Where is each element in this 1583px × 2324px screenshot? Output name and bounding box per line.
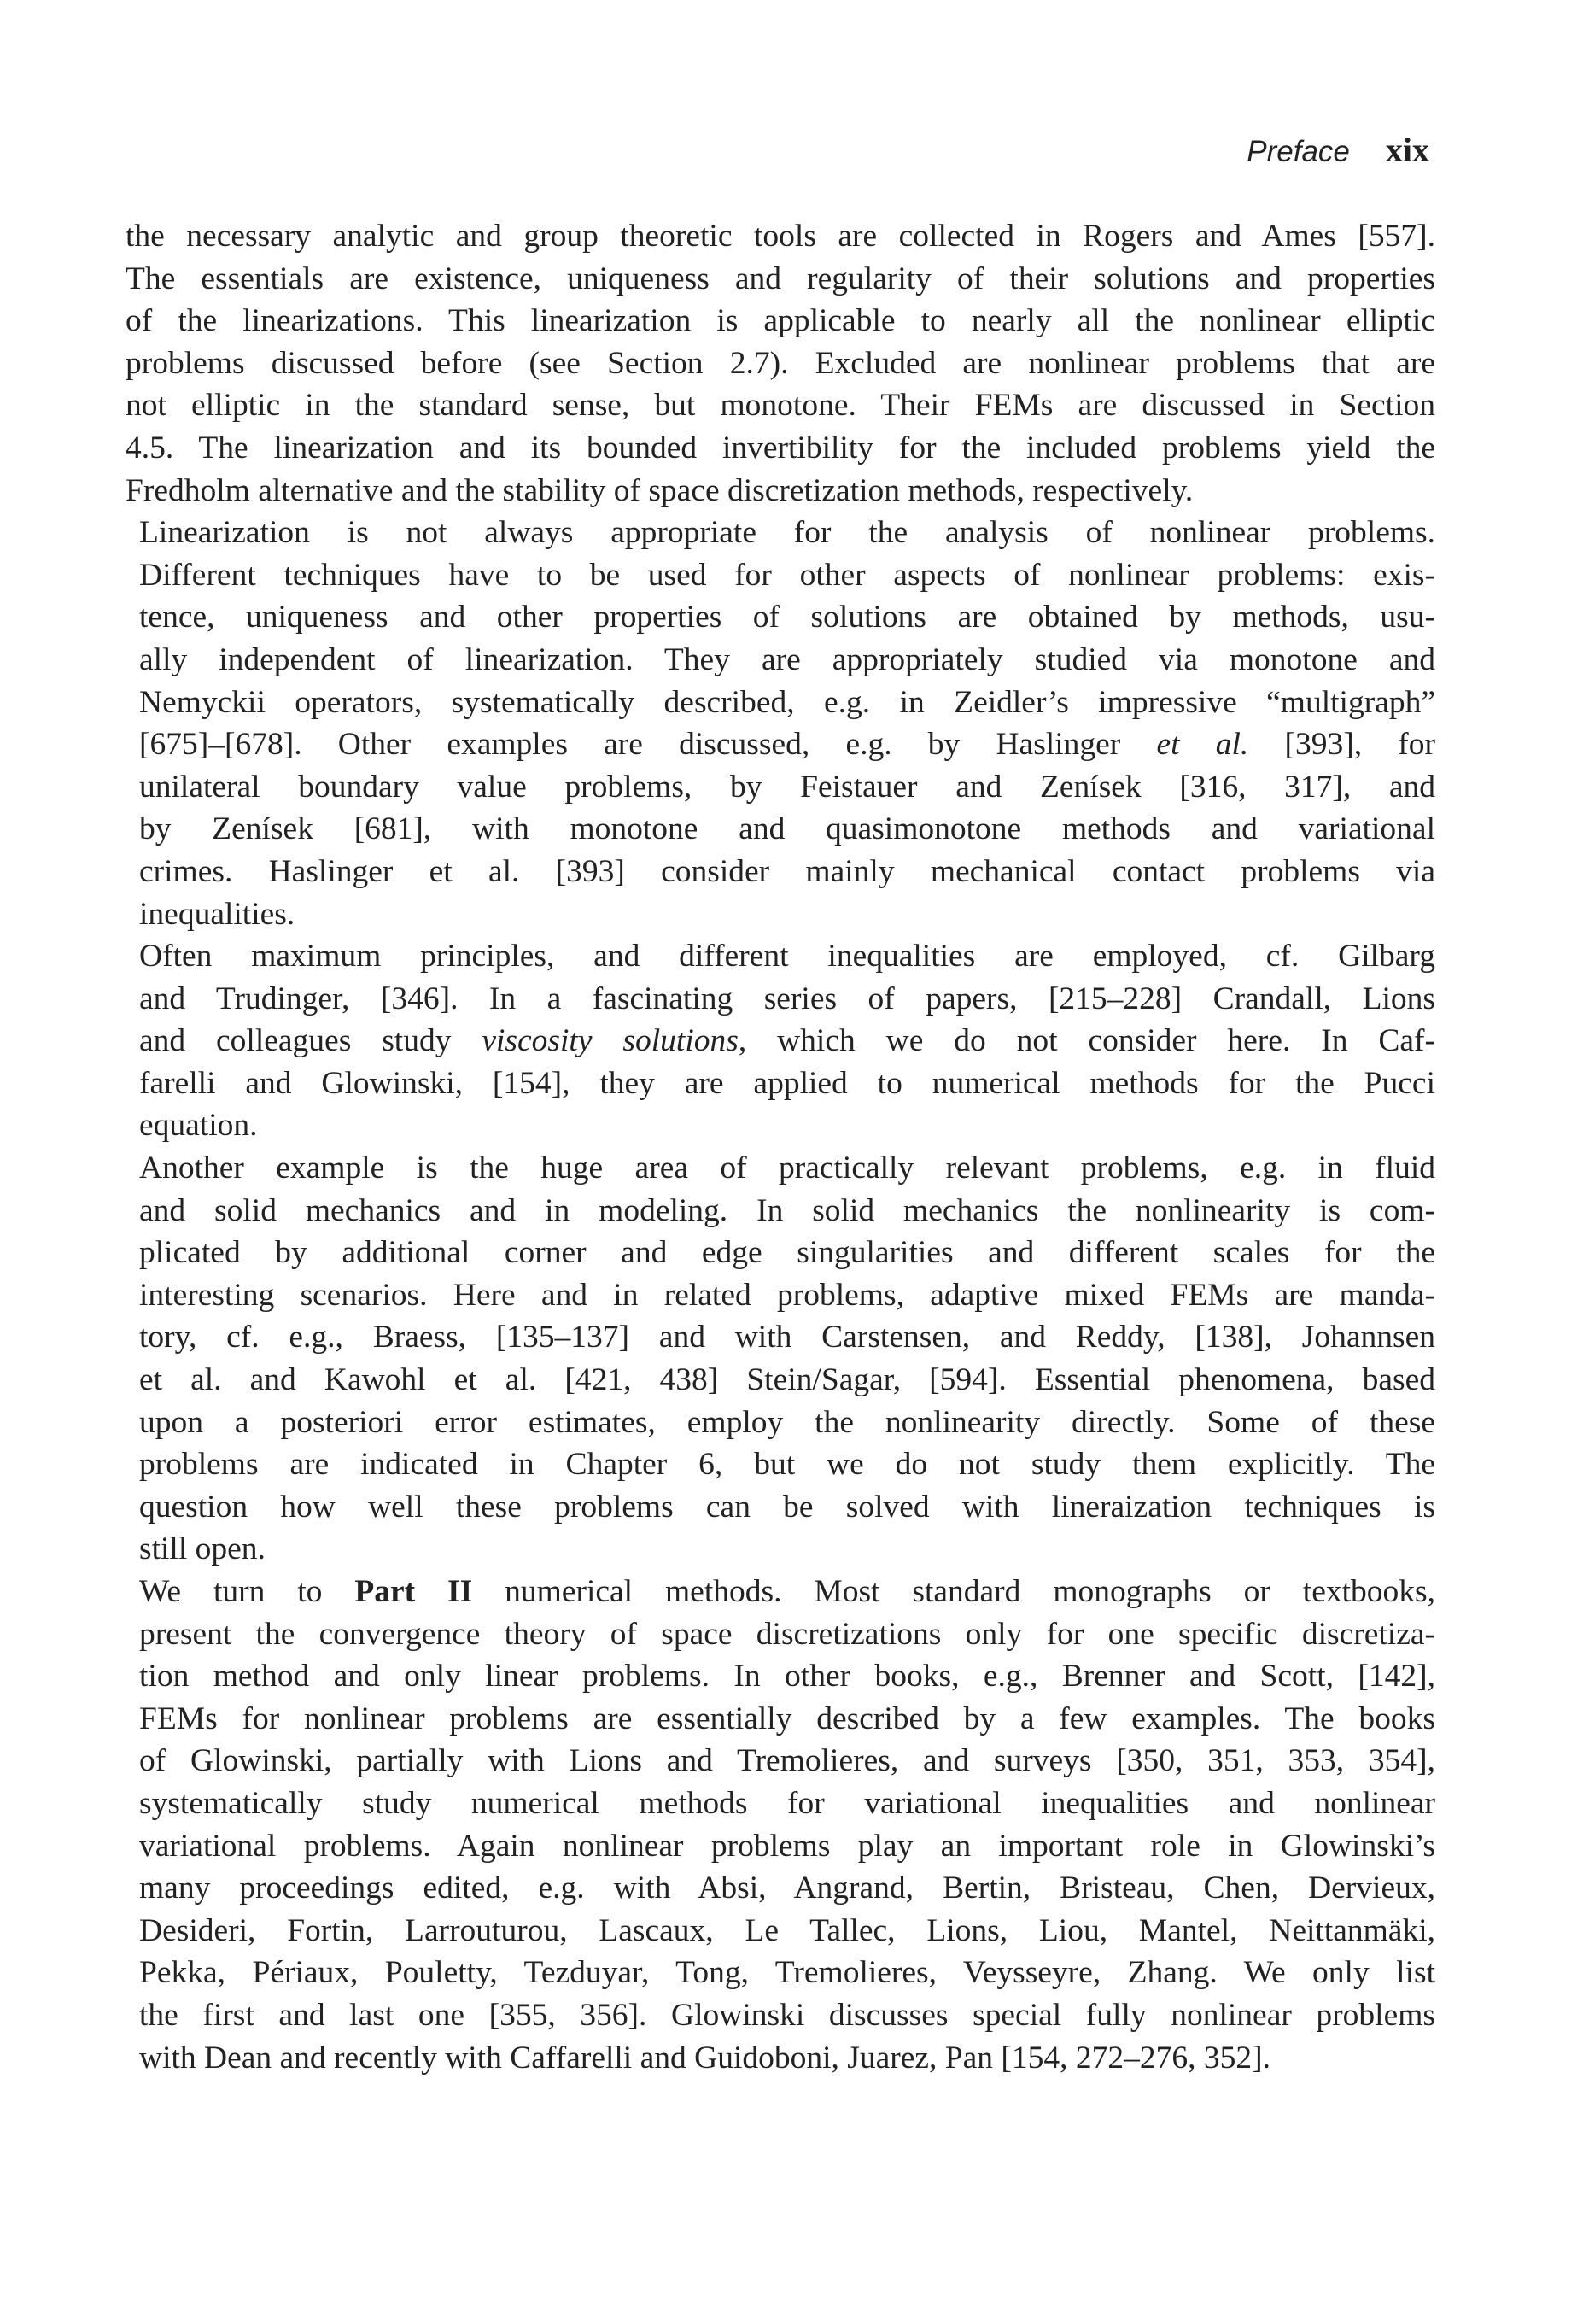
text-line: by Zenísek [681], with monotone and quasimonotone methods and variational	[139, 811, 1435, 847]
italic-span: et al.	[1156, 727, 1249, 763]
text-line: systematically study numerical methods for variational inequalities and nonlinear	[139, 1785, 1435, 1821]
text-line: the necessary analytic and group theoretic tools are collected in Rogers and Ames [557].	[126, 219, 1435, 254]
text-line: the first and last one [355, 356]. Glowinski discusses special fully nonlinear problems	[139, 1997, 1435, 2033]
paragraph	[126, 1571, 1435, 2079]
text-line: inequalities.	[139, 896, 295, 932]
text-line: of Glowinski, partially with Lions and Tremolieres, and surveys [350, 351, 353, 354],	[139, 1743, 1435, 1779]
text-line: with Dean and recently with Caffarelli and Guidoboni, Juarez, Pan [154, 272–276, 352].	[139, 2040, 1271, 2075]
running-head-section: Preface	[1247, 135, 1350, 168]
text-line: and Trudinger, [346]. In a fascinating series of papers, [215–228] Crandall, Lions	[139, 981, 1435, 1016]
running-head	[1247, 130, 1429, 170]
text-line: Nemyckii operators, systematically described, e.g. in Zeidler’s impressive “multigraph”	[139, 684, 1435, 720]
text-line: still open.	[139, 1531, 266, 1567]
text-line: and solid mechanics and in modeling. In solid mechanics the nonlinearity is com-	[139, 1192, 1435, 1228]
bold-span: Part II	[354, 1574, 473, 1609]
text-line: Often maximum principles, and different inequalities are employed, cf. Gilbarg	[139, 939, 1435, 975]
text-line: question how well these problems can be solved with lineraization techniques is	[139, 1489, 1435, 1525]
text-line: interesting scenarios. Here and in related problems, adaptive mixed FEMs are manda-	[139, 1277, 1435, 1313]
text-line: [675]–[678]. Other examples are discussed, e.g. by Haslinger et al. [393], for	[139, 727, 1435, 763]
text-line: ally independent of linearization. They are appropriately studied via monotone and	[139, 641, 1435, 677]
text-line: equation.	[139, 1108, 258, 1144]
paragraph	[126, 1147, 1435, 1571]
text-line: and colleagues study viscosity solutions, which we do not consider here. In Caf-	[139, 1023, 1435, 1059]
text-line: unilateral boundary value problems, by Feistauer and Zenísek [316, 317], and	[139, 769, 1435, 805]
text-line: tence, uniqueness and other properties of solutions are obtained by methods, usu-	[139, 600, 1435, 635]
text-line: of the linearizations. This linearization is applicable to nearly all the nonlinear elliptic	[126, 303, 1435, 339]
text-line: Different techniques have to be used for other aspects of nonlinear problems: exis-	[139, 557, 1435, 593]
body-text	[126, 215, 1435, 2079]
text-line: not elliptic in the standard sense, but monotone. Their FEMs are discussed in Section	[126, 388, 1435, 424]
text-line: Another example is the huge area of practically relevant problems, e.g. in fluid	[139, 1150, 1435, 1186]
text-line: problems are indicated in Chapter 6, but we do not study them explicitly. The	[139, 1447, 1435, 1483]
text-line: 4.5. The linearization and its bounded invertibility for the included problems yield the	[126, 430, 1435, 465]
text-line: plicated by additional corner and edge singularities and different scales for the	[139, 1235, 1435, 1271]
text-line: problems discussed before (see Section 2.7). Excluded are nonlinear problems that are	[126, 345, 1435, 381]
text-line: crimes. Haslinger et al. [393] consider mainly mechanical contact problems via	[139, 853, 1435, 889]
text-line: farelli and Glowinski, [154], they are applied to numerical methods for the Pucci	[139, 1065, 1435, 1101]
italic-span: viscosity solutions	[482, 1023, 739, 1059]
text-line: variational problems. Again nonlinear problems play an important role in Glowinski’s	[139, 1828, 1435, 1864]
text-line: The essentials are existence, uniqueness and regularity of their solutions and properties	[126, 260, 1435, 296]
text-line: Fredholm alternative and the stability of space discretization methods, respectively.	[126, 472, 1194, 508]
text-line: tory, cf. e.g., Braess, [135–137] and with Carstensen, and Reddy, [138], Johannsen	[139, 1320, 1435, 1355]
text-line: We turn to Part II numerical methods. Most standard monographs or textbooks,	[139, 1574, 1435, 1609]
text-line: many proceedings edited, e.g. with Absi, Angrand, Bertin, Bristeau, Chen, Dervieux,	[139, 1870, 1435, 1906]
text-line: Linearization is not always appropriate for the analysis of nonlinear problems.	[139, 515, 1435, 551]
text-line: et al. and Kawohl et al. [421, 438] Stein/Sagar, [594]. Essential phenomena, based	[139, 1362, 1435, 1398]
paragraph	[126, 512, 1435, 935]
paragraph	[126, 215, 1435, 512]
page-number: xix	[1385, 131, 1429, 169]
paragraph	[126, 935, 1435, 1147]
text-line: FEMs for nonlinear problems are essentially described by a few examples. The books	[139, 1701, 1435, 1736]
text-line: upon a posteriori error estimates, employ the nonlinearity directly. Some of these	[139, 1404, 1435, 1440]
text-line: tion method and only linear problems. In other books, e.g., Brenner and Scott, [142],	[139, 1659, 1435, 1695]
text-line: present the convergence theory of space discretizations only for one specific discretiza-	[139, 1616, 1435, 1652]
text-line: Pekka, Périaux, Pouletty, Tezduyar, Tong, Tremolieres, Veysseyre, Zhang. We only list	[139, 1955, 1435, 1991]
text-line: Desideri, Fortin, Larrouturou, Lascaux, Le Tallec, Lions, Liou, Mantel, Neittanmäki,	[139, 1912, 1435, 1948]
